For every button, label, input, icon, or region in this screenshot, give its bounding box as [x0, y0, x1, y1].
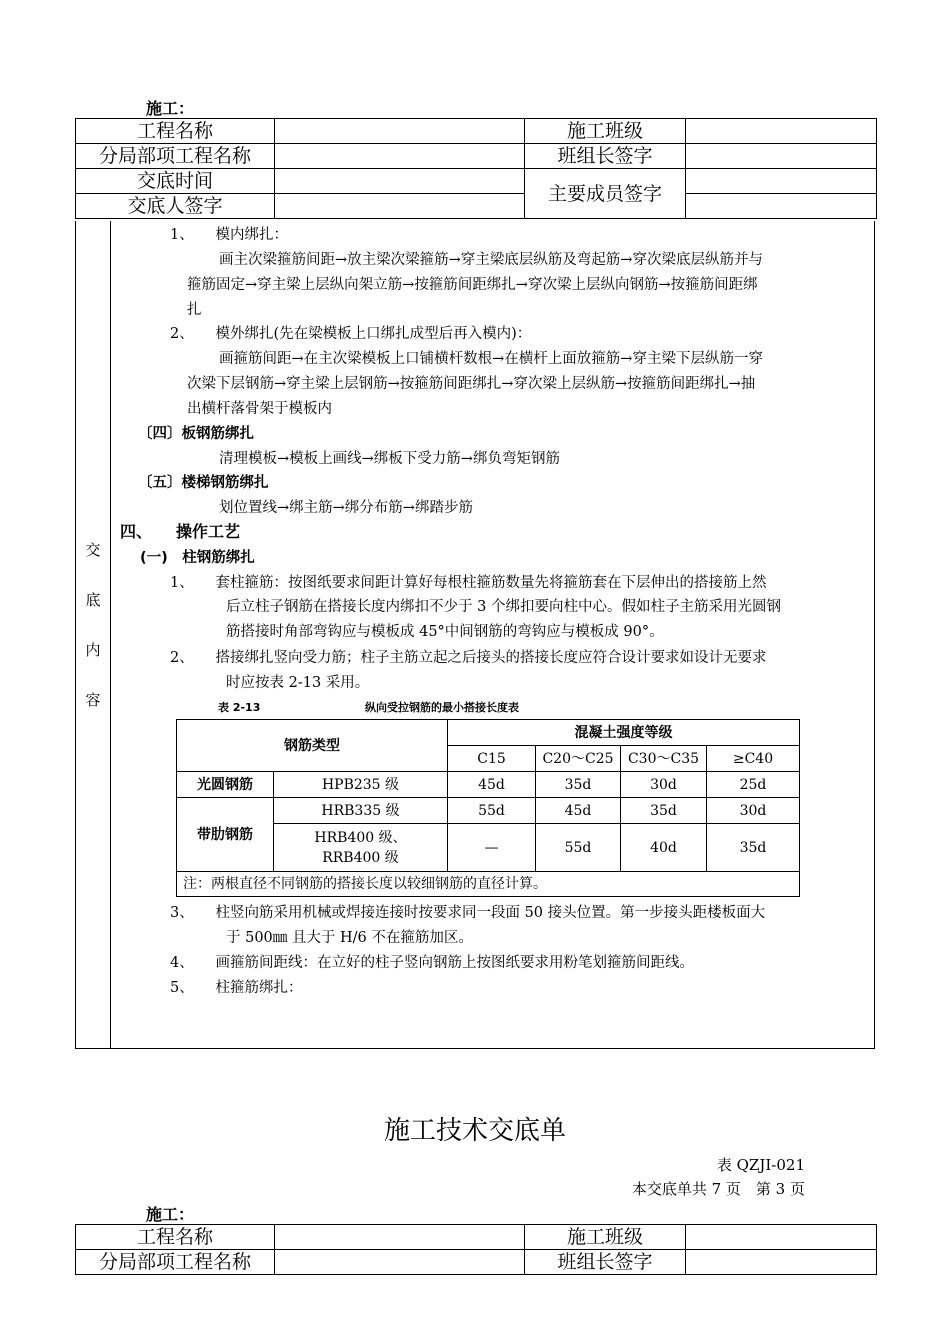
table-title: 纵向受拉钢筋的最小搭接长度表	[365, 701, 519, 714]
header-table-2	[75, 1224, 877, 1275]
value-cell: 35d	[536, 772, 621, 798]
table-note: 注：两根直径不同钢筋的搭接长度以较细钢筋的直径计算。	[177, 872, 800, 897]
value-cell: 35d	[707, 824, 800, 872]
text-line: 3、 柱竖向筋采用机械或焊接连接时按要求同一段面 50 接头位置。第一步接头距楼板面大	[170, 905, 766, 921]
project-name-field[interactable]	[275, 119, 525, 144]
side-char: 容	[85, 691, 101, 709]
leader-sign-label: 班组长签字	[525, 1250, 686, 1275]
text-line: 划位置线→绑主筋→绑分布筋→绑踏步筋	[219, 500, 473, 516]
col-type-header: 钢筋类型	[177, 720, 448, 772]
subheading: 〔五〕楼梯钢筋绑扎	[138, 475, 269, 491]
subheading: (一) 柱钢筋绑扎	[140, 550, 255, 566]
leader-sign-field[interactable]	[686, 1250, 877, 1275]
text-line: 5、 柱箍筋绑扎：	[170, 980, 303, 996]
heading: 四、 操作工艺	[120, 522, 241, 541]
side-column	[76, 221, 111, 1048]
main-members-field-2[interactable]	[686, 194, 877, 219]
handover-sign-label: 交底人签字	[76, 194, 275, 219]
grade-header: C30～C35	[621, 746, 707, 772]
text-line: 4、 画箍筋间距线：在立好的柱子竖向钢筋上按图纸要求用粉笔划箍筋间距线。	[170, 955, 694, 971]
grade-header: C15	[448, 746, 536, 772]
value-cell: 45d	[536, 798, 621, 824]
text-line: 清理模板→模板上画线→绑板下受力筋→绑负弯矩钢筋	[219, 451, 560, 467]
lap-length-table	[176, 719, 800, 897]
sub-project-label: 分局部项工程名称	[76, 144, 275, 169]
grade-header: C20～C25	[536, 746, 621, 772]
team-field[interactable]	[686, 119, 877, 144]
project-name-label: 工程名称	[76, 1225, 275, 1250]
team-label: 施工班级	[525, 1225, 686, 1250]
side-char: 内	[85, 641, 101, 659]
text-line: 画主次梁箍筋间距→放主梁次梁箍筋→穿主梁底层纵筋及弯起筋→穿次梁底层纵筋并与	[219, 252, 763, 268]
type-cell: HRB400 级、RRB400 级	[274, 824, 448, 872]
text-line: 次梁下层钢筋→穿主梁上层钢筋→按箍筋间距绑扎→穿次梁上层纵筋→按箍筋间距绑扎→抽	[187, 376, 756, 392]
value-cell: 45d	[448, 772, 536, 798]
text-line: 1、 模内绑扎：	[170, 227, 288, 243]
value-cell: 35d	[621, 798, 707, 824]
group-cell: 光圆钢筋	[177, 772, 274, 798]
value-cell: 25d	[707, 772, 800, 798]
value-cell: 40d	[621, 824, 707, 872]
handover-time-label: 交底时间	[76, 169, 275, 194]
table-number: 表 2-13	[218, 701, 261, 714]
subheading: 〔四〕板钢筋绑扎	[138, 426, 254, 442]
group-cell: 带肋钢筋	[177, 798, 274, 872]
text-line: 画箍筋间距→在主次梁模板上口铺横杆数根→在横杆上面放箍筋→穿主梁下层纵筋一穿	[219, 351, 763, 367]
sub-project-field[interactable]	[275, 144, 525, 169]
sub-project-label: 分局部项工程名称	[76, 1250, 275, 1275]
text-line: 于 500㎜ 且大于 H/6 不在箍筋加区。	[226, 930, 473, 946]
col-grade-header: 混凝土强度等级	[448, 720, 800, 746]
grade-header: ≥C40	[707, 746, 800, 772]
page-info: 本交底单共 7 页 第 3 页	[631, 1180, 805, 1198]
page-title: 施工技术交底单	[383, 1116, 566, 1146]
text-line: 出横杆落骨架于模板内	[187, 401, 332, 417]
sign-label: 施工：	[146, 99, 195, 118]
type-cell: HRB335 级	[274, 798, 448, 824]
text-line: 1、 套柱箍筋：按图纸要求间距计算好每根柱箍筋数量先将箍筋套在下层伸出的搭接筋上然	[170, 575, 767, 591]
side-char: 交	[85, 541, 101, 559]
leader-sign-field[interactable]	[686, 144, 877, 169]
sub-project-field[interactable]	[275, 1250, 525, 1275]
handover-time-field[interactable]	[275, 169, 525, 194]
main-members-label: 主要成员签字	[525, 169, 686, 219]
form-number: 表 QZJI-021	[716, 1156, 805, 1174]
text-line: 扎	[187, 302, 202, 318]
leader-sign-label: 班组长签字	[525, 144, 686, 169]
value-cell: 55d	[448, 798, 536, 824]
text-line: 后立柱子钢筋在搭接长度内绑扣不少于 3 个绑扣要向柱中心。假如柱子主筋采用光圆钢	[226, 599, 781, 615]
type-cell: HPB235 级	[274, 772, 448, 798]
handover-sign-field[interactable]	[275, 194, 525, 219]
text-line: 箍筋固定→穿主梁上层纵向架立筋→按箍筋间距绑扎→穿次梁上层纵向钢筋→按箍筋间距绑	[187, 277, 758, 293]
team-field[interactable]	[686, 1225, 877, 1250]
header-table	[75, 118, 877, 219]
project-name-field[interactable]	[275, 1225, 525, 1250]
text-line: 2、 搭接绑扎竖向受力筋；柱子主筋立起之后接头的搭接长度应符合设计要求如设计无要求	[170, 650, 767, 666]
text-line: 筋搭接时角部弯钩应与模板成 45°中间钢筋的弯钩应与模板成 90°。	[226, 624, 664, 640]
text-line: 时应按表 2-13 采用。	[226, 675, 370, 691]
text-line: 2、 模外绑扎(先在梁模板上口绑扎成型后再入模内)：	[170, 326, 532, 342]
value-cell: 30d	[707, 798, 800, 824]
side-char: 底	[85, 591, 101, 609]
value-cell: 30d	[621, 772, 707, 798]
main-members-field-1[interactable]	[686, 169, 877, 194]
sign-label-2: 施工：	[146, 1205, 195, 1224]
team-label: 施工班级	[525, 119, 686, 144]
value-cell: 55d	[536, 824, 621, 872]
project-name-label: 工程名称	[76, 119, 275, 144]
value-cell: —	[448, 824, 536, 872]
